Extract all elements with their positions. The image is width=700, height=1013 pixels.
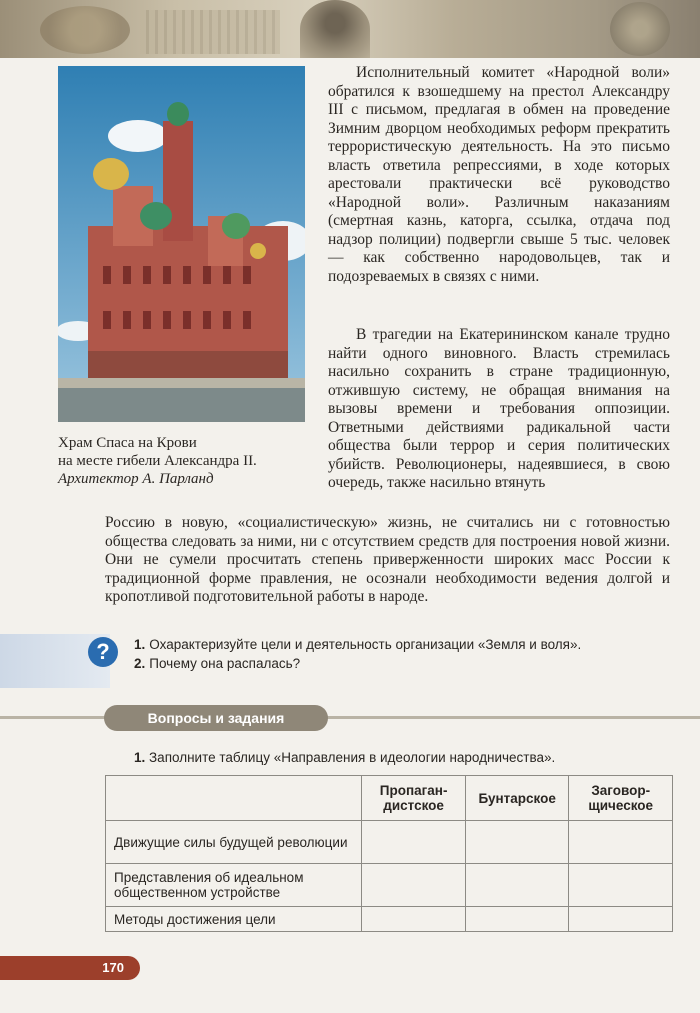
question-icon: ? xyxy=(88,637,118,667)
table-header-cell xyxy=(106,776,362,821)
table-header-cell: Бунтарское xyxy=(465,776,569,821)
question-text: Почему она распалась? xyxy=(149,656,301,671)
question-text: Охарактеризуйте цели и деятельность организации «Земля и воля». xyxy=(149,637,582,652)
portrait-image xyxy=(300,0,370,58)
table-header-row xyxy=(106,776,673,821)
table-header-cell: Заговор-щическое xyxy=(569,776,673,821)
paragraph-2: В трагедии на Екатерининском канале трудно найти одного виновного. Власть стремилась насильно сохранить в стране традиционную, отжившую систему, не обращая внимания на вызовы времени и требования оппозиции. Ответными действиями радикальной части общества были террор и серия политических убийств. Революционеры, надеявшиеся, в свою очередь, также насильно втянуть xyxy=(328,326,670,491)
question-item xyxy=(134,656,300,671)
task-line xyxy=(134,750,555,765)
table-row xyxy=(106,907,673,932)
building-image xyxy=(140,10,280,54)
table-cell xyxy=(569,907,673,932)
table-row-label: Движущие силы будущей революции xyxy=(106,821,362,864)
task-number: 1. xyxy=(134,750,146,765)
photo-caption xyxy=(58,434,318,488)
task-text: Заполните таблицу «Направления в идеологии народничества». xyxy=(149,750,556,765)
table-row-label: Представления об идеальном общественном устройстве xyxy=(106,864,362,907)
table-row xyxy=(106,864,673,907)
table-cell xyxy=(465,907,569,932)
question-number: 1. xyxy=(134,637,146,652)
table-cell xyxy=(362,821,466,864)
caption-subtitle: на месте гибели Александра II. xyxy=(58,453,257,469)
table-row-label: Методы достижения цели xyxy=(106,907,362,932)
caption-title: Храм Спаса на Крови xyxy=(58,435,197,451)
table-header-cell: Пропаган-дистское xyxy=(362,776,466,821)
table-cell xyxy=(362,907,466,932)
table-cell xyxy=(465,864,569,907)
seal-image xyxy=(40,6,130,54)
coin-image xyxy=(610,2,670,56)
table-cell xyxy=(465,821,569,864)
cathedral-photo xyxy=(58,66,305,422)
caption-architect: Архитектор А. Парланд xyxy=(58,471,214,487)
paragraph-1: Исполнительный комитет «Народной воли» обратился к взошедшему на престол Александру III с письмом, предлагая в обмен на проведение Зимним дворцом необходимых реформ прекратить террористическую деятельность. На это письмо власть ответила репрессиями, в ходе которых арестовали практически всё руководство «Народной воли». Различным наказаниям (смертная казнь, каторга, ссылка, отдача под надзор полиции) подвергли свыше 5 тыс. человек — как собственно народовольцев, так и подозреваемых в связях с ними. xyxy=(328,64,670,285)
section-title: Вопросы и задания xyxy=(104,705,328,731)
question-item xyxy=(134,637,581,652)
table-row xyxy=(106,821,673,864)
page-number: 170 xyxy=(0,956,140,980)
paragraph-3: Россию в новую, «социалистическую» жизнь, не считались ни с готовностью общества следовать за ними, ни с отсутствием средств для построения новой жизни. Они не сумели просчитать степень приверженности широких масс России к традиционной форме правления, не осознали необходимости ведения долгой и кропотливой подготовительной работы в народе. xyxy=(105,514,670,605)
table-cell xyxy=(569,821,673,864)
table-cell xyxy=(569,864,673,907)
question-number: 2. xyxy=(134,656,146,671)
ideology-table xyxy=(105,775,673,932)
table-cell xyxy=(362,864,466,907)
page-header-banner xyxy=(0,0,700,58)
